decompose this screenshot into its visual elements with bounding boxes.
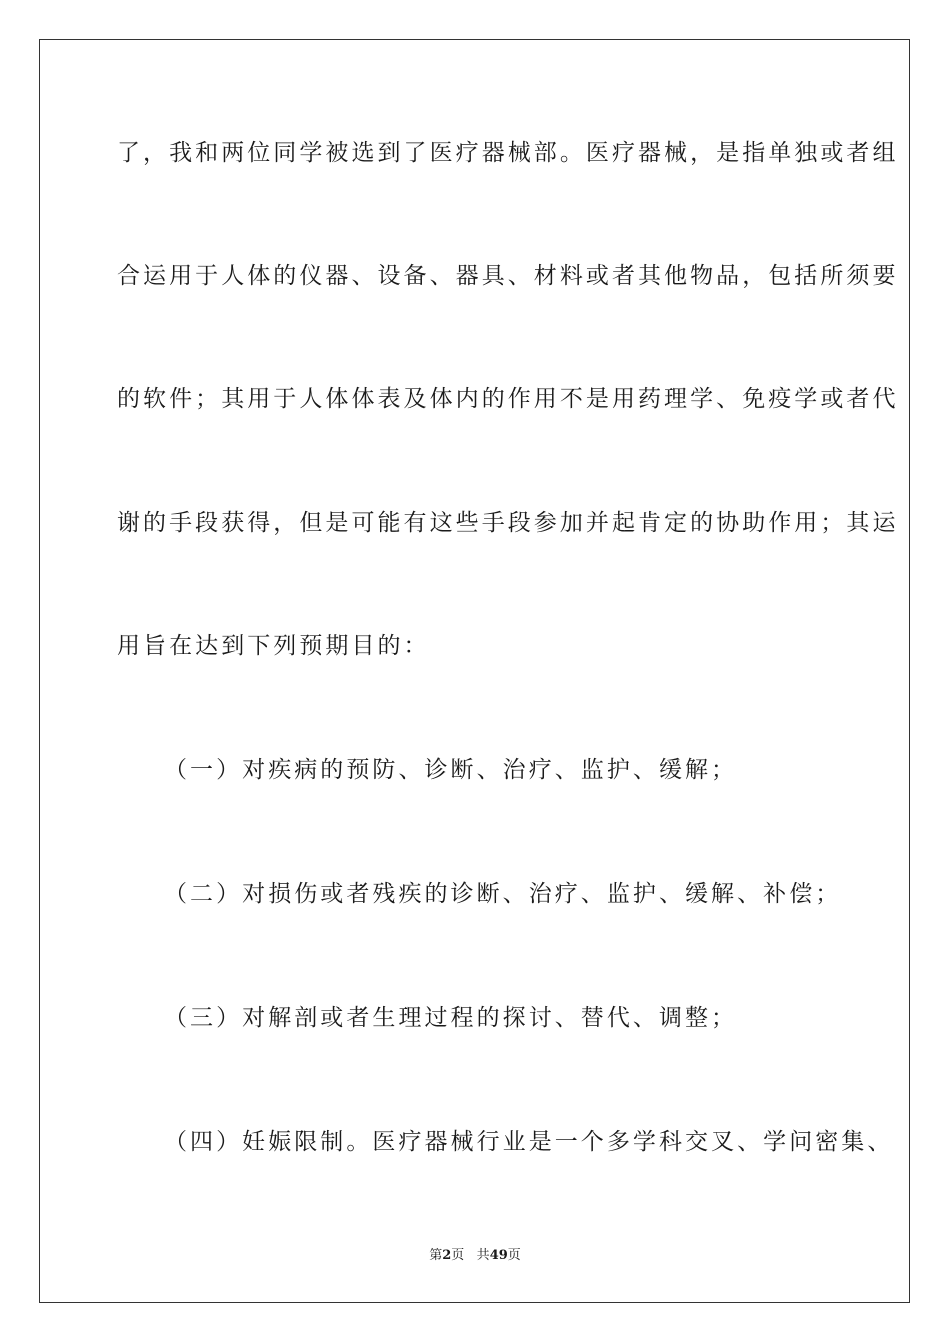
list-item-1: （一）对疾病的预防、诊断、治疗、监护、缓解； (164, 757, 738, 783)
list-item-3: （三）对解剖或者生理过程的探讨、替代、调整； (164, 1005, 738, 1031)
body-text-line: 用旨在达到下列预期目的： (117, 633, 430, 659)
page-prefix: 第 (429, 1248, 443, 1263)
total-pages: 49 (489, 1248, 508, 1263)
body-text-line: 的软件；其用于人体体表及体内的作用不是用药理学、免疫学或者代 (117, 386, 899, 412)
body-text-line: 了，我和两位同学被选到了医疗器械部。医疗器械，是指单独或者组 (117, 140, 899, 166)
list-item-4: （四）妊娠限制。医疗器械行业是一个多学科交叉、学问密集、 (164, 1129, 894, 1155)
body-text-line: 谢的手段获得，但是可能有这些手段参加并起肯定的协助作用；其运 (117, 510, 899, 536)
page-border (39, 39, 910, 1303)
total-suffix: 页 (507, 1248, 521, 1263)
body-text-line: 合运用于人体的仪器、设备、器具、材料或者其他物品，包括所须要 (117, 263, 899, 289)
page-number: 2 (442, 1248, 452, 1263)
page-footer (0, 1247, 950, 1265)
total-prefix: 共 (476, 1248, 490, 1263)
page-suffix: 页 (451, 1248, 465, 1263)
list-item-2: （二）对损伤或者残疾的诊断、治疗、监护、缓解、补偿； (164, 881, 842, 907)
